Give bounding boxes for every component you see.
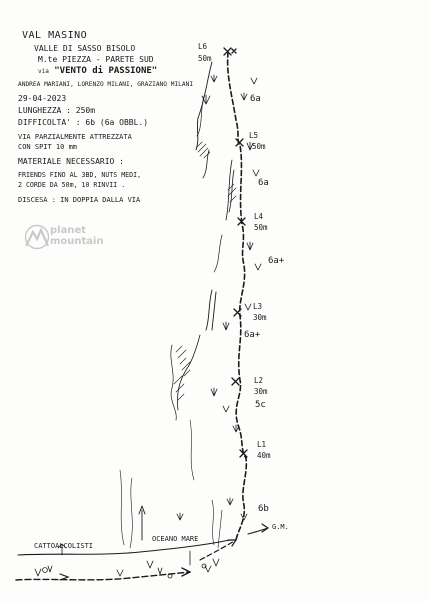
- belay-l5-name: L5: [249, 131, 259, 140]
- belay-l1-name: L1: [257, 440, 267, 449]
- authors: ANDREA MARIANI, LORENZO MILANI, GRAZIANO MILANI: [18, 81, 194, 88]
- area-title: VAL MASINO: [22, 30, 88, 41]
- pitch-6-grade: 6a: [250, 94, 261, 104]
- belay-l4-name: L4: [254, 212, 264, 221]
- belay-l5-length: 50m: [252, 142, 266, 151]
- belay-l3-length: 30m: [253, 313, 267, 322]
- route-difficulty: DIFFICOLTA' : 6b (6a OBBL.): [18, 118, 149, 127]
- neighbour-route-middle: OCEANO MARE: [152, 535, 199, 543]
- material-line-2: 2 CORDE DA 50m, 10 RINVII .: [18, 181, 126, 189]
- route-name: "VENTO di PASSIONE": [54, 66, 158, 76]
- valley-name: VALLE DI SASSO BISOLO: [34, 44, 136, 53]
- belay-l6-name: L6: [198, 42, 208, 51]
- first-ascent-date: 29-04-2023: [18, 94, 67, 103]
- belay-l1-length: 40m: [257, 451, 271, 460]
- equipment-note: VIA PARZIALMENTE ATTREZZATA: [18, 133, 132, 141]
- pitch-4-grade: 6a+: [268, 256, 285, 266]
- pitch-5-grade: 6a: [258, 178, 269, 188]
- pitch-2-grade: 5c: [255, 400, 266, 410]
- equipment-bolts: CON SPIT 10 mm: [18, 143, 78, 151]
- peak-name: M.te PIEZZA - PARETE SUD: [38, 55, 154, 64]
- pitch-1-grade: 6b: [258, 504, 269, 514]
- belay-l4-length: 50m: [254, 223, 268, 232]
- belay-l2-name: L2: [254, 376, 264, 385]
- pitch-3-grade: 6a+: [244, 330, 261, 340]
- material-line-1: FRIENDS FINO AL 3BD, NUTS MEDI,: [18, 171, 142, 179]
- descent-info: DISCESA : IN DOPPIA DALLA VIA: [18, 196, 141, 204]
- belay-l3-name: L3: [253, 302, 263, 311]
- belay-l2-length: 30m: [254, 387, 268, 396]
- logo-word-mountain: mountain: [50, 236, 104, 247]
- neighbour-route-left: CATTOALCOLISTI: [34, 542, 94, 550]
- route-line: [228, 52, 247, 540]
- via-prefix: via: [38, 68, 49, 75]
- logo-word-planet: planet: [50, 225, 87, 236]
- start-marker: G.M.: [272, 523, 289, 531]
- material-title: MATERIALE NECESSARIO :: [18, 157, 124, 166]
- belay-l6-length: 50m: [198, 54, 212, 63]
- route-length: LUNGHEZZA : 250m: [18, 106, 96, 115]
